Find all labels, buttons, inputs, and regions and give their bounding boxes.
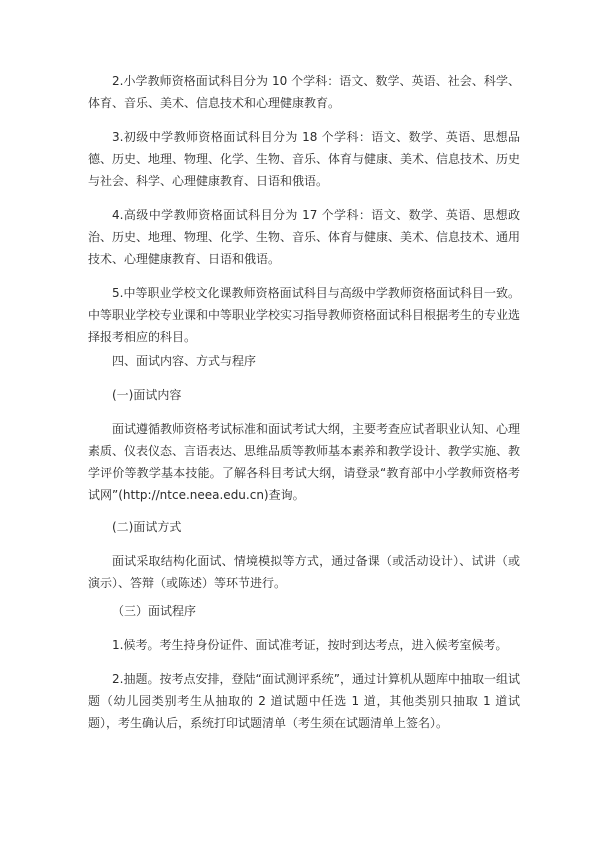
paragraph-interview-method: 面试采取结构化面试、情境模拟等方式，通过备课（或活动设计）、试讲（或演示）、答辩（或陈述）等环节进行。 [88,554,520,590]
paragraph-senior-high-subjects: 4.高级中学教师资格面试科目分为 17 个学科：语文、数学、英语、思想政治、历史、地理、物理、化学、生物、音乐、体育与健康、美术、信息技术、通用技术、心理健康教育、日语和俄语。 [88,208,521,266]
paragraph-vocational-school-subjects: 5.中等职业学校文化课教师资格面试科目与高级中学教师资格面试科目一致。中等职业学校专业课和中等职业学校实习指导教师资格面试科目根据考生的专业选择报考相应的科目。 [88,286,521,344]
paragraph-junior-high-subjects: 3.初级中学教师资格面试科目分为 18 个学科：语文、数学、英语、思想品德、历史、地理、物理、化学、生物、音乐、体育与健康、美术、信息技术、历史与社会、科学、心理健康教育、日语和俄语。 [88,130,521,188]
subheading-interview-content: (一)面试内容 [112,388,182,402]
section-heading-interview: 四、面试内容、方式与程序 [112,354,257,368]
paragraph-waiting-step: 1.候考。考生持身份证件、面试准考证，按时到达考点，进入候考室候考。 [112,638,508,652]
subheading-interview-method: (二)面试方式 [112,520,182,534]
paragraph-interview-content: 面试遵循教师资格考试标准和面试考试大纲，主要考查应试者职业认知、心理素质、仪表仪态、言语表达、思维品质等教师基本素养和教学设计、教学实施、教学评价等教学基本技能。了解各科目考试大纲，请登录“教育部中小学教师资格考试网”(http://ntce.neea.edu.cn)查询。 [88,422,521,502]
paragraph-draw-questions-step: 2.抽题。按考点安排，登陆“面试测评系统”，通过计算机从题库中抽取一组试题（幼儿园类别考生从抽取的 2 道试题中任选 1 道，其他类别只抽取 1 道试题），考生确认后，系统打印试题清单（考生须在试题清单上签名）。 [88,672,520,730]
subheading-interview-procedure: （三）面试程序 [112,604,197,618]
paragraph-primary-school-subjects: 2.小学教师资格面试科目分为 10 个学科：语文、数学、英语、社会、科学、体育、音乐、美术、信息技术和心理健康教育。 [88,74,520,110]
